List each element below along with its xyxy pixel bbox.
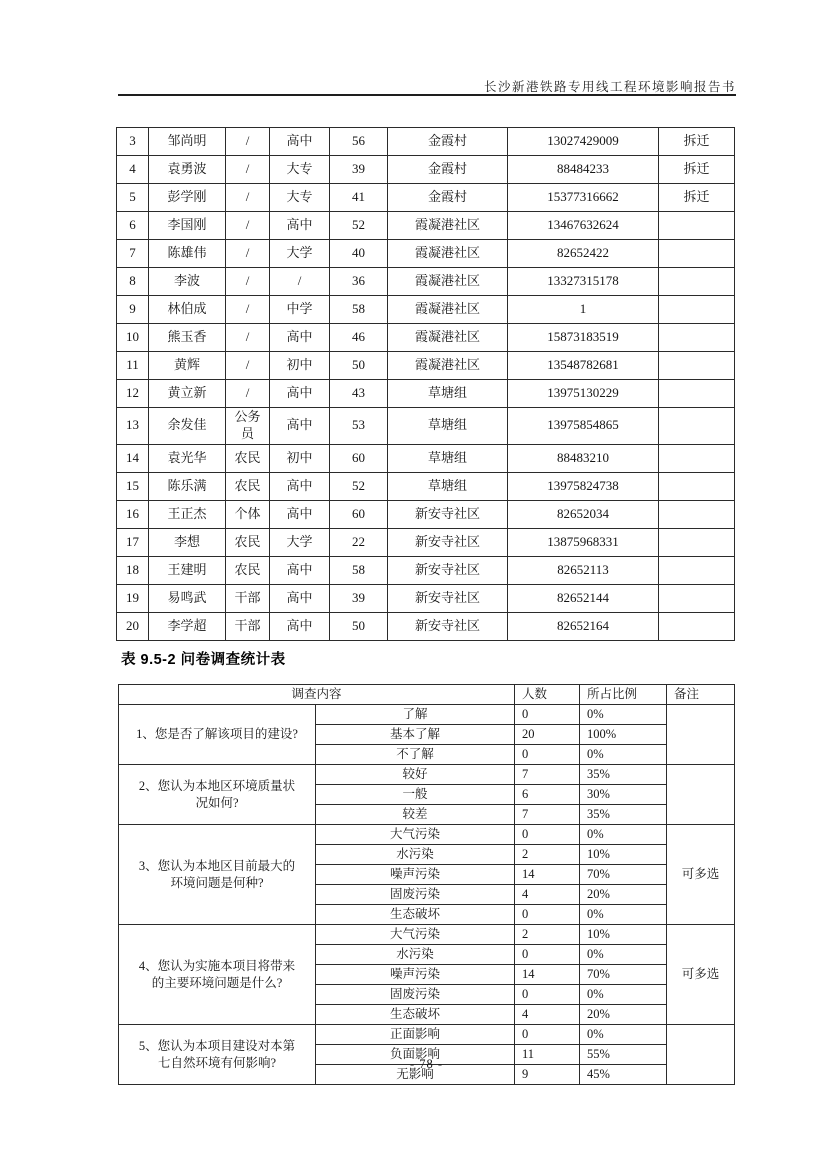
survey-table — [118, 684, 735, 1085]
respondent-remark — [659, 352, 735, 380]
respondent-age: 56 — [330, 128, 388, 156]
survey-option-count: 6 — [515, 785, 580, 805]
survey-option-label: 噪声污染 — [316, 865, 515, 885]
survey-option-label: 生态破坏 — [316, 1005, 515, 1025]
respondent-age: 43 — [330, 380, 388, 408]
respondent-remark — [659, 268, 735, 296]
survey-option-row — [119, 1025, 735, 1045]
survey-option-label: 大气污染 — [316, 925, 515, 945]
respondent-location: 霞凝港社区 — [388, 296, 508, 324]
respondent-no: 9 — [117, 296, 149, 324]
respondent-no: 3 — [117, 128, 149, 156]
survey-question-remark: 可多选 — [667, 925, 735, 1025]
survey-option-count: 7 — [515, 805, 580, 825]
survey-option-label: 较好 — [316, 765, 515, 785]
respondent-no: 12 — [117, 380, 149, 408]
respondent-name: 王建明 — [149, 556, 226, 584]
respondent-name: 易鸣武 — [149, 584, 226, 612]
respondent-age: 58 — [330, 296, 388, 324]
respondent-phone: 13327315178 — [508, 268, 659, 296]
survey-option-count: 20 — [515, 725, 580, 745]
survey-question-remark — [667, 765, 735, 825]
respondent-row — [117, 612, 735, 640]
respondent-name: 黄辉 — [149, 352, 226, 380]
respondent-education: 高中 — [270, 472, 330, 500]
survey-option-count: 0 — [515, 905, 580, 925]
survey-option-count: 9 — [515, 1065, 580, 1085]
respondent-name: 黄立新 — [149, 380, 226, 408]
survey-option-count: 2 — [515, 845, 580, 865]
survey-option-ratio: 20% — [580, 1005, 667, 1025]
respondent-no: 11 — [117, 352, 149, 380]
survey-option-count: 0 — [515, 945, 580, 965]
survey-option-ratio: 0% — [580, 945, 667, 965]
survey-header-ratio: 所占比例 — [580, 685, 667, 705]
header-rule — [118, 94, 736, 96]
survey-question: 1、您是否了解该项目的建设? — [119, 705, 316, 765]
page-header-title: 长沙新港铁路专用线工程环境影响报告书 — [483, 80, 736, 94]
survey-option-ratio: 45% — [580, 1065, 667, 1085]
respondent-education: 高中 — [270, 556, 330, 584]
respondent-location: 新安寺社区 — [388, 528, 508, 556]
survey-option-ratio: 0% — [580, 825, 667, 845]
respondent-table — [116, 127, 735, 641]
respondent-education: 高中 — [270, 612, 330, 640]
survey-option-count: 14 — [515, 865, 580, 885]
respondent-occupation: 农民 — [226, 472, 270, 500]
respondent-no: 14 — [117, 444, 149, 472]
survey-option-label: 正面影响 — [316, 1025, 515, 1045]
respondent-name: 熊玉香 — [149, 324, 226, 352]
survey-option-row — [119, 765, 735, 785]
respondent-row — [117, 556, 735, 584]
respondent-name: 王正杰 — [149, 500, 226, 528]
respondent-phone: 13975854865 — [508, 408, 659, 445]
respondent-location: 新安寺社区 — [388, 500, 508, 528]
respondent-row — [117, 500, 735, 528]
survey-option-ratio: 20% — [580, 885, 667, 905]
survey-option-label: 了解 — [316, 705, 515, 725]
survey-table-title: 表 9.5-2 问卷调查统计表 — [121, 652, 286, 668]
survey-option-count: 11 — [515, 1045, 580, 1065]
respondent-no: 8 — [117, 268, 149, 296]
respondent-age: 22 — [330, 528, 388, 556]
respondent-age: 52 — [330, 472, 388, 500]
survey-option-label: 一般 — [316, 785, 515, 805]
respondent-location: 霞凝港社区 — [388, 324, 508, 352]
respondent-remark — [659, 612, 735, 640]
respondent-remark: 拆迁 — [659, 184, 735, 212]
survey-option-row — [119, 925, 735, 945]
respondent-phone: 82652113 — [508, 556, 659, 584]
respondent-education: / — [270, 268, 330, 296]
survey-option-label: 水污染 — [316, 945, 515, 965]
respondent-education: 大专 — [270, 184, 330, 212]
respondent-occupation: / — [226, 128, 270, 156]
survey-option-label: 固废污染 — [316, 885, 515, 905]
respondent-location: 金霞村 — [388, 128, 508, 156]
respondent-remark — [659, 296, 735, 324]
survey-table-body — [119, 705, 735, 1085]
respondent-education: 大专 — [270, 156, 330, 184]
survey-option-row — [119, 825, 735, 845]
respondent-occupation: 农民 — [226, 528, 270, 556]
respondent-occupation: 个体 — [226, 500, 270, 528]
survey-option-ratio: 0% — [580, 905, 667, 925]
respondent-remark: 拆迁 — [659, 128, 735, 156]
respondent-remark: 拆迁 — [659, 156, 735, 184]
survey-option-label: 负面影响 — [316, 1045, 515, 1065]
respondent-age: 50 — [330, 612, 388, 640]
survey-option-ratio: 70% — [580, 865, 667, 885]
respondent-row — [117, 380, 735, 408]
respondent-remark — [659, 324, 735, 352]
respondent-row — [117, 584, 735, 612]
survey-option-ratio: 35% — [580, 805, 667, 825]
respondent-no: 4 — [117, 156, 149, 184]
respondent-phone: 88483210 — [508, 444, 659, 472]
respondent-age: 46 — [330, 324, 388, 352]
respondent-location: 新安寺社区 — [388, 556, 508, 584]
respondent-occupation: / — [226, 268, 270, 296]
survey-option-count: 0 — [515, 705, 580, 725]
survey-option-label: 较差 — [316, 805, 515, 825]
survey-option-ratio: 55% — [580, 1045, 667, 1065]
respondent-name: 袁勇波 — [149, 156, 226, 184]
respondent-education: 中学 — [270, 296, 330, 324]
respondent-row — [117, 324, 735, 352]
survey-question: 2、您认为本地区环境质量状况如何? — [119, 765, 316, 825]
respondent-occupation: / — [226, 156, 270, 184]
respondent-occupation: 公务员 — [226, 408, 270, 445]
respondent-phone: 88484233 — [508, 156, 659, 184]
survey-option-ratio: 100% — [580, 725, 667, 745]
survey-option-count: 0 — [515, 1025, 580, 1045]
respondent-age: 60 — [330, 500, 388, 528]
respondent-phone: 13875968331 — [508, 528, 659, 556]
survey-option-label: 基本了解 — [316, 725, 515, 745]
respondent-remark — [659, 240, 735, 268]
respondent-location: 金霞村 — [388, 184, 508, 212]
respondent-education: 高中 — [270, 380, 330, 408]
respondent-location: 霞凝港社区 — [388, 268, 508, 296]
respondent-name: 陈乐满 — [149, 472, 226, 500]
respondent-education: 高中 — [270, 212, 330, 240]
survey-question: 4、您认为实施本项目将带来的主要环境问题是什么? — [119, 925, 316, 1025]
survey-option-label: 噪声污染 — [316, 965, 515, 985]
respondent-no: 15 — [117, 472, 149, 500]
respondent-row — [117, 240, 735, 268]
respondent-location: 新安寺社区 — [388, 612, 508, 640]
respondent-occupation: / — [226, 240, 270, 268]
respondent-row — [117, 528, 735, 556]
respondent-name: 彭学刚 — [149, 184, 226, 212]
respondent-phone: 82652034 — [508, 500, 659, 528]
survey-option-count: 4 — [515, 1005, 580, 1025]
respondent-education: 高中 — [270, 408, 330, 445]
respondent-education: 高中 — [270, 324, 330, 352]
survey-option-count: 14 — [515, 965, 580, 985]
survey-option-ratio: 35% — [580, 765, 667, 785]
respondent-education: 大学 — [270, 240, 330, 268]
respondent-no: 18 — [117, 556, 149, 584]
respondent-no: 17 — [117, 528, 149, 556]
respondent-occupation: 干部 — [226, 612, 270, 640]
survey-option-count: 7 — [515, 765, 580, 785]
survey-option-ratio: 10% — [580, 845, 667, 865]
survey-question: 3、您认为本地区目前最大的环境问题是何种? — [119, 825, 316, 925]
respondent-phone: 82652164 — [508, 612, 659, 640]
survey-option-ratio: 0% — [580, 745, 667, 765]
respondent-remark — [659, 380, 735, 408]
respondent-no: 16 — [117, 500, 149, 528]
respondent-no: 20 — [117, 612, 149, 640]
respondent-no: 5 — [117, 184, 149, 212]
respondent-phone: 13467632624 — [508, 212, 659, 240]
survey-option-ratio: 70% — [580, 965, 667, 985]
respondent-remark — [659, 584, 735, 612]
respondent-remark — [659, 408, 735, 445]
survey-option-ratio: 0% — [580, 705, 667, 725]
respondent-age: 41 — [330, 184, 388, 212]
respondent-education: 大学 — [270, 528, 330, 556]
respondent-row — [117, 444, 735, 472]
respondent-location: 新安寺社区 — [388, 584, 508, 612]
respondent-name: 李想 — [149, 528, 226, 556]
respondent-phone: 82652422 — [508, 240, 659, 268]
survey-option-ratio: 30% — [580, 785, 667, 805]
survey-option-row — [119, 705, 735, 725]
respondent-name: 邹尚明 — [149, 128, 226, 156]
respondent-occupation: / — [226, 324, 270, 352]
survey-option-count: 0 — [515, 985, 580, 1005]
respondent-row — [117, 184, 735, 212]
respondent-location: 霞凝港社区 — [388, 352, 508, 380]
respondent-name: 李国刚 — [149, 212, 226, 240]
respondent-row — [117, 352, 735, 380]
respondent-name: 李波 — [149, 268, 226, 296]
respondent-location: 草塘组 — [388, 444, 508, 472]
respondent-education: 初中 — [270, 444, 330, 472]
survey-option-count: 2 — [515, 925, 580, 945]
respondent-phone: 13027429009 — [508, 128, 659, 156]
respondent-phone: 15873183519 — [508, 324, 659, 352]
respondent-location: 草塘组 — [388, 408, 508, 445]
respondent-row — [117, 472, 735, 500]
respondent-no: 10 — [117, 324, 149, 352]
respondent-row — [117, 296, 735, 324]
respondent-remark — [659, 472, 735, 500]
survey-option-label: 固废污染 — [316, 985, 515, 1005]
respondent-location: 霞凝港社区 — [388, 240, 508, 268]
respondent-no: 7 — [117, 240, 149, 268]
respondent-age: 52 — [330, 212, 388, 240]
respondent-phone: 13975130229 — [508, 380, 659, 408]
respondent-age: 40 — [330, 240, 388, 268]
respondent-phone: 13975824738 — [508, 472, 659, 500]
respondent-age: 53 — [330, 408, 388, 445]
respondent-name: 陈雄伟 — [149, 240, 226, 268]
survey-option-label: 无影响 — [316, 1065, 515, 1085]
survey-option-label: 水污染 — [316, 845, 515, 865]
respondent-occupation: 农民 — [226, 556, 270, 584]
respondent-remark — [659, 556, 735, 584]
respondent-occupation: / — [226, 380, 270, 408]
respondent-education: 高中 — [270, 128, 330, 156]
respondent-occupation: 干部 — [226, 584, 270, 612]
respondent-age: 39 — [330, 156, 388, 184]
respondent-age: 60 — [330, 444, 388, 472]
respondent-occupation: / — [226, 296, 270, 324]
respondent-occupation: / — [226, 184, 270, 212]
respondent-location: 草塘组 — [388, 472, 508, 500]
respondent-row — [117, 156, 735, 184]
respondent-age: 50 — [330, 352, 388, 380]
survey-option-count: 0 — [515, 825, 580, 845]
respondent-location: 金霞村 — [388, 156, 508, 184]
respondent-row — [117, 268, 735, 296]
respondent-name: 袁光华 — [149, 444, 226, 472]
respondent-education: 高中 — [270, 500, 330, 528]
survey-option-ratio: 0% — [580, 1025, 667, 1045]
respondent-remark — [659, 212, 735, 240]
survey-option-ratio: 10% — [580, 925, 667, 945]
survey-option-count: 0 — [515, 745, 580, 765]
respondent-remark — [659, 444, 735, 472]
survey-question-remark — [667, 1025, 735, 1085]
respondent-location: 霞凝港社区 — [388, 212, 508, 240]
survey-option-label: 大气污染 — [316, 825, 515, 845]
respondent-occupation: / — [226, 352, 270, 380]
survey-option-label: 生态破坏 — [316, 905, 515, 925]
respondent-phone: 15377316662 — [508, 184, 659, 212]
respondent-phone: 82652144 — [508, 584, 659, 612]
respondent-location: 草塘组 — [388, 380, 508, 408]
respondent-phone: 1 — [508, 296, 659, 324]
respondent-name: 余发佳 — [149, 408, 226, 445]
respondent-remark — [659, 528, 735, 556]
survey-header-row — [119, 685, 735, 705]
survey-question-remark: 可多选 — [667, 825, 735, 925]
respondent-age: 36 — [330, 268, 388, 296]
survey-header-count: 人数 — [515, 685, 580, 705]
respondent-occupation: 农民 — [226, 444, 270, 472]
respondent-remark — [659, 500, 735, 528]
page-number: - 78 - — [409, 1057, 444, 1071]
respondent-table-body — [117, 128, 735, 641]
respondent-education: 初中 — [270, 352, 330, 380]
respondent-no: 13 — [117, 408, 149, 445]
respondent-row — [117, 212, 735, 240]
respondent-age: 39 — [330, 584, 388, 612]
survey-question-remark — [667, 705, 735, 765]
survey-header-remark: 备注 — [667, 685, 735, 705]
survey-option-ratio: 0% — [580, 985, 667, 1005]
respondent-no: 6 — [117, 212, 149, 240]
survey-option-label: 不了解 — [316, 745, 515, 765]
survey-question: 5、您认为本项目建设对本第七自然环境有何影响? — [119, 1025, 316, 1085]
respondent-row — [117, 408, 735, 445]
respondent-name: 林伯成 — [149, 296, 226, 324]
respondent-phone: 13548782681 — [508, 352, 659, 380]
respondent-name: 李学超 — [149, 612, 226, 640]
respondent-age: 58 — [330, 556, 388, 584]
survey-option-count: 4 — [515, 885, 580, 905]
respondent-education: 高中 — [270, 584, 330, 612]
respondent-occupation: / — [226, 212, 270, 240]
respondent-row — [117, 128, 735, 156]
survey-header-content: 调查内容 — [119, 685, 515, 705]
respondent-no: 19 — [117, 584, 149, 612]
